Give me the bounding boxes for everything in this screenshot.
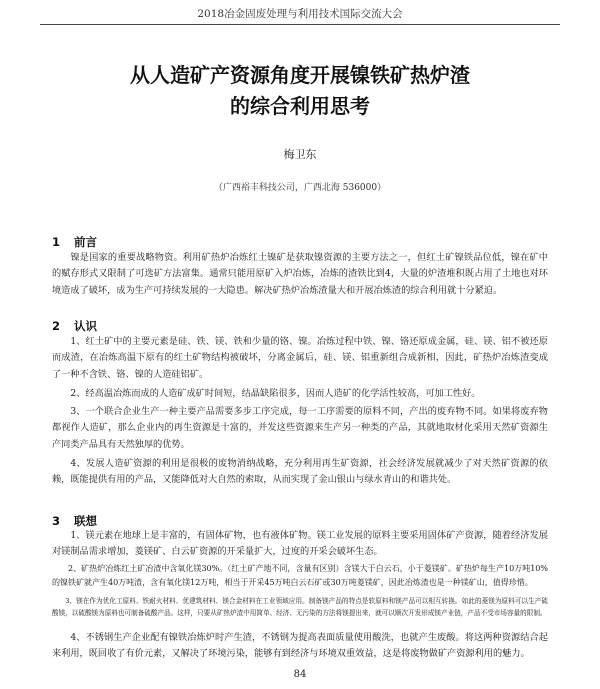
paragraph: 3、一个联合企业生产一种主要产品需要多步工序完成，每一工序需要的原料不同，产出的废弃物不同。如果将废弃物都视作人造矿，那么企业内的再生资源是十富的，并发这些资源来生产另一种类的产品，其就地取材化采用天然矿资源生产同类产品具有天然独厚的优势。 [52,406,548,450]
section-title: 认识 [74,319,97,333]
paper-title [40,60,560,122]
paragraph: 1、镁元素在地球上是丰富的，有固体矿物，也有液体矿物。镁工业发展的原料主要采用固体矿产资源，随着经济发展对镁制品需求增加，菱镁矿、白云矿资源的开采量扩大，过度的开采会破坏生态。 [52,530,548,558]
paragraph: 镍是国家的重要战略物资。利用矿热炉冶炼红土镍矿是获取镍资源的主要方法之一，但红土矿镍铁品位低，镍在矿中的赋存形式又限制了可选矿方法富集。通常只能用原矿入炉冶炼，冶炼的渣铁比到4，大量的炉渣堆积既占用了土地也对环境造成了破坏，成为生产可持续发展的一大隐患。解决矿热炉冶炼渣量大和开展冶炼渣的综合利用就十分紧迫。 [52,252,548,296]
section-heading-3 [52,513,97,529]
paragraph: 4、发展人造矿资源的利用是很极的废物消纳战略，充分利用再生矿资源，社会经济发展就减少了对天然矿资源的依赖，既能提供有用的产品，又能降低对大自然的索取，从而实现了金山银山与绿水青山的和谐共处。 [52,458,548,486]
section-title: 前言 [74,235,97,249]
title-line-2: 的综合利用思考 [230,94,370,118]
running-head: 2018冶金固废处理与利用技术国际交流大会 [40,6,560,25]
author-affiliation: （广西裕丰科技公司，广西北海 536000） [213,183,387,193]
author-name: 梅卫东 [283,148,317,161]
section-number: 2 [52,319,61,333]
title-line-1: 从人造矿产资源角度开展镍铁矿热炉渣 [130,63,470,87]
section-title: 联想 [74,514,97,528]
paragraph: 4、不锈钢生产企业配有镍铁冶炼炉时产生渣，不锈钢为提高表面质量使用酸洗，也就产生废酸。将这两种资源结合起来利用，既回收了有价元素，又解决了环境污染，能够有到经济与环境双重效益，这是将废物做矿产资源利用的魅力。 [52,632,548,660]
paragraph: 2、经高温冶炼而成的人造矿成矿时间短，结晶缺陷很多，因而人造矿的化学活性较高，可加工性好。 [70,388,481,399]
paragraph: 3、镁在作为优化工原料、铁耐火材料、优建筑材料、镁合金材料在工业领域应用。制备镁产品的特点是软原料和镁产品可以相互转换。如此的菱镁为原料可以生产硫酸镁，以硫酸镁为原料也可制备硫酸产品。这样，只要从矿热炉渣中用简单、经济、无污染的方法将镁提出来，就可以顺次开发形成镁产业链，产品不受市场容量的限制。 [52,597,548,617]
paragraph: 2、矿热炉冶炼红土矿冶渣中含氧化镁30%。（红土矿产地不同，含量有区别）含镁大于白云石，小于菱镁矿。矿热炉每生产10万吨10%的镍铁矿就产生40万吨渣，含有氧化镁12万吨，相当于开采45万吨白云石矿或30万吨菱镁矿，因此冶炼渣也是一种镁矿山，值得珍惜。 [52,564,548,588]
section-heading-2 [52,318,97,334]
page-number: 84 [293,669,307,680]
section-number: 1 [52,235,61,249]
paragraph: 1、红土矿中的主要元素是硅、铁、镁、铁和少量的铬、镍。冶炼过程中铁、镍、铬还原成金属，硅、镁、铝不被还原而成渣，在冶炼高温下原有的红土矿物结构被破坏，分离金属后，硅、镁、铝重新组合成新相，因此，矿热炉冶炼渣变成了一种不含铁、铬、镍的人造硅铝矿。 [52,336,548,380]
section-heading-1 [52,234,97,250]
section-number: 3 [52,514,61,528]
